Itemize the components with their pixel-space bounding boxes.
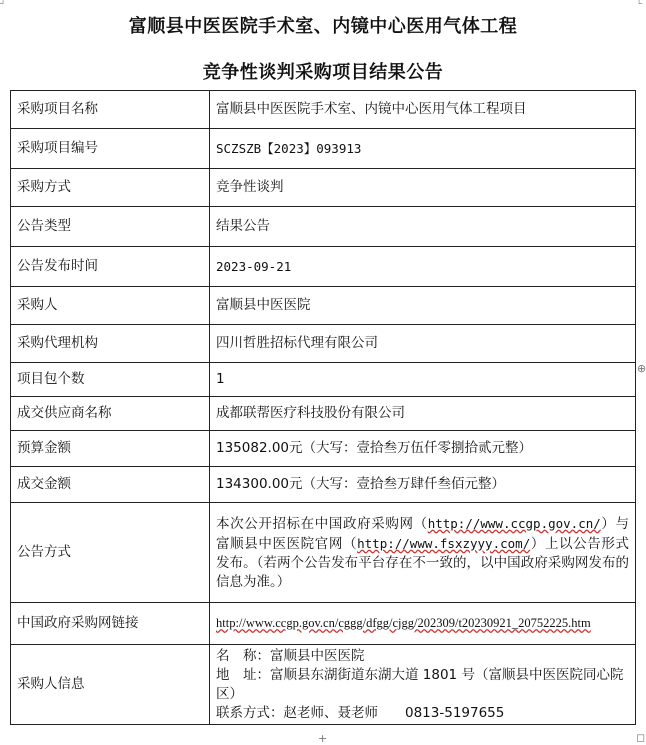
table-row-notice-method bbox=[11, 503, 636, 603]
row-value: 成都联帮医疗科技股份有限公司 bbox=[210, 397, 636, 431]
row-label: 公告方式 bbox=[11, 503, 210, 603]
row-label: 采购方式 bbox=[11, 169, 210, 207]
notice-method-part2: ）与富顺县中医医院官网（ bbox=[216, 515, 630, 552]
title-line-2: 竞争性谈判采购项目结果公告 bbox=[202, 62, 444, 83]
table-row bbox=[11, 287, 636, 325]
table-row bbox=[11, 247, 636, 287]
table-row bbox=[11, 325, 636, 363]
ccgp-announcement-link[interactable]: http://www.ccgp.gov.cn/cggg/dfgg/cjgg/202309/t20230921_20752225.htm bbox=[216, 616, 591, 630]
table-row bbox=[11, 431, 636, 467]
notice-method-part3: ）上以公告形式发布。（若两个公告发布平台存在不一致的，以中国政府采购网发布的信息为准。） bbox=[216, 535, 630, 590]
table-row bbox=[11, 129, 636, 169]
row-value: 富顺县中医医院 bbox=[210, 287, 636, 325]
row-label: 预算金额 bbox=[11, 431, 210, 467]
row-label: 采购项目名称 bbox=[11, 91, 210, 129]
row-label: 采购人 bbox=[11, 287, 210, 325]
purchaser-info-cell bbox=[210, 645, 636, 725]
row-label: 采购代理机构 bbox=[11, 325, 210, 363]
table-row bbox=[11, 363, 636, 397]
row-value: 1 bbox=[210, 363, 636, 397]
row-label: 公告类型 bbox=[11, 207, 210, 247]
purchaser-name-line: 名 称：富顺县中医医院 bbox=[216, 647, 365, 664]
purchaser-address-line: 地 址：富顺县东湖街道东湖大道 1801 号（富顺县中医医院同心院区） bbox=[216, 666, 624, 702]
row-label: 项目包个数 bbox=[11, 363, 210, 397]
table-row-purchaser-info bbox=[11, 645, 636, 725]
row-label: 成交金额 bbox=[11, 467, 210, 503]
row-value: 2023-09-21 bbox=[210, 247, 636, 287]
row-insert-handle-icon[interactable]: ⊕ bbox=[637, 362, 646, 375]
row-value: 135082.00元（大写：壹拾叁万伍仟零捌拾贰元整） bbox=[210, 431, 636, 467]
title-line-1: 富顺县中医医院手术室、内镜中心医用气体工程 bbox=[128, 16, 518, 37]
row-label: 成交供应商名称 bbox=[11, 397, 210, 431]
column-insert-handle-icon[interactable]: + bbox=[318, 732, 328, 745]
purchaser-contact-line: 联系方式：赵老师、聂老师 0813-5197655 bbox=[216, 704, 505, 721]
table-resize-handle-icon[interactable]: ◻ bbox=[636, 731, 646, 744]
row-value: 四川哲胜招标代理有限公司 bbox=[210, 325, 636, 363]
table-row bbox=[11, 91, 636, 129]
row-value: 结果公告 bbox=[210, 207, 636, 247]
table-row bbox=[11, 397, 636, 431]
row-label: 采购项目编号 bbox=[11, 129, 210, 169]
notice-method-part1: 本次公开招标在中国政府采购网（ bbox=[216, 515, 428, 532]
row-value: 134300.00元（大写：壹拾叁万肆仟叁佰元整） bbox=[210, 467, 636, 503]
table-row bbox=[11, 467, 636, 503]
ccgp-home-link[interactable]: http://www.ccgp.gov.cn/ bbox=[427, 515, 601, 531]
table-row-gov-link bbox=[11, 603, 636, 645]
page-corner-mark-top-left: ┘ bbox=[0, 0, 7, 10]
page-corner-mark-top-right: └ bbox=[636, 0, 643, 10]
table-row bbox=[11, 169, 636, 207]
row-label: 公告发布时间 bbox=[11, 247, 210, 287]
notice-method-text bbox=[210, 503, 636, 603]
row-value: 富顺县中医医院手术室、内镜中心医用气体工程项目 bbox=[210, 91, 636, 129]
gov-link-cell bbox=[210, 603, 636, 645]
row-value: SCZSZB【2023】093913 bbox=[210, 129, 636, 169]
table-row bbox=[11, 207, 636, 247]
row-label: 采购人信息 bbox=[11, 645, 210, 725]
procurement-result-table bbox=[10, 90, 636, 725]
hospital-site-link[interactable]: http://www.fsxzyyy.com/ bbox=[357, 535, 531, 551]
row-value: 竞争性谈判 bbox=[210, 169, 636, 207]
row-label: 中国政府采购网链接 bbox=[11, 603, 210, 645]
